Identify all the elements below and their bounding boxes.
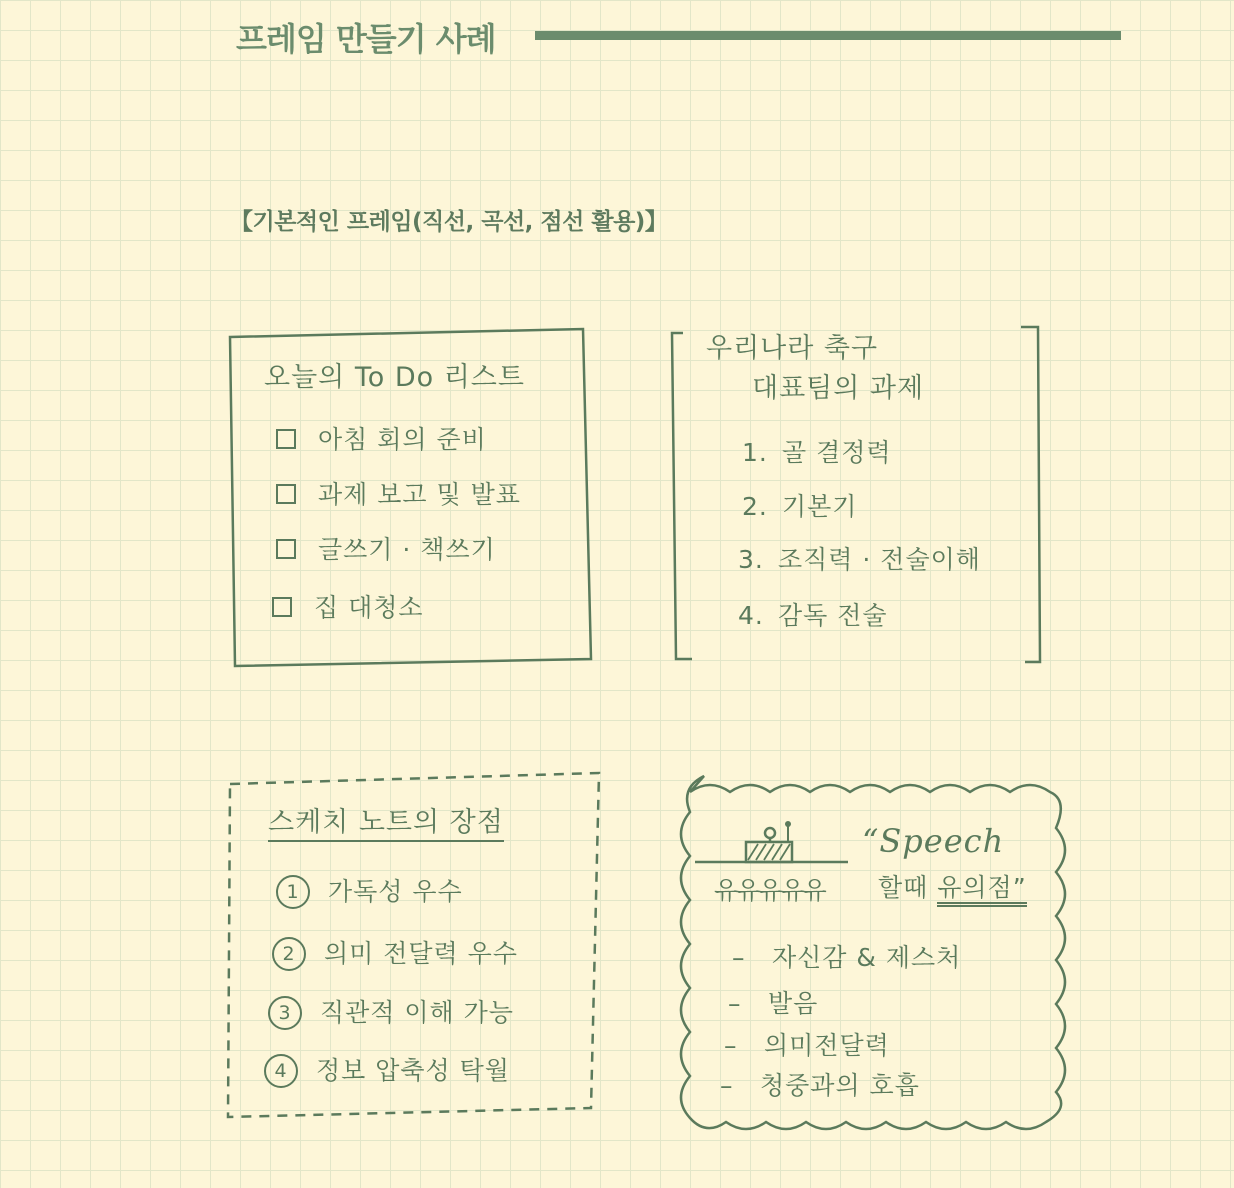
speech-item: – 자신감 & 제스처 [732,943,962,972]
todo-item: 글쓰기 · 책쓰기 [276,530,496,566]
sketch-item: 2 의미 전달력 우수 [272,934,518,971]
bracket-right [1021,327,1040,662]
speech-item: – 의미전달력 [724,1031,890,1060]
speech-item: – 발음 [728,989,819,1018]
speech-item: – 청중과의 호흡 [720,1071,920,1100]
sketch-title: 스케치 노트의 장점 [268,800,504,839]
circled-number: 3 [268,996,302,1030]
checkbox-icon [276,484,296,504]
sketch-item: 4 정보 압축성 탁월 [264,1051,510,1088]
checkbox-icon [276,429,296,449]
todo-title: 오늘의 To Do 리스트 [264,362,525,393]
soccer-title-line2: 대표팀의 과제 [752,373,925,404]
podium-icon [746,821,792,862]
circled-number: 1 [276,875,310,909]
todo-item: 아침 회의 준비 [276,420,487,456]
todo-item: 과제 보고 및 발표 [276,475,521,511]
checkbox-icon [276,539,296,559]
soccer-item: 1. 골 결정력 [742,438,892,467]
bracket-left [672,333,692,659]
todo-item: 집 대청소 [272,588,424,624]
sketch-item: 3 직관적 이해 가능 [268,993,514,1030]
checkbox-icon [272,597,292,617]
circled-number: 2 [272,937,306,971]
sketch-item: 1 가독성 우수 [276,872,463,909]
speech-caption: 할때 유의점” [878,868,1027,904]
soccer-item: 4. 감독 전술 [738,601,888,630]
soccer-item: 3. 조직력 · 전술이해 [738,545,981,574]
soccer-item: 2. 기본기 [742,492,858,521]
speech-quote: “Speech [862,822,1005,860]
circled-number: 4 [264,1054,298,1088]
page-title: 프레임 만들기 사례 [236,20,496,58]
audience-text: 유유유유유 [714,876,825,905]
soccer-title-line1: 우리나라 축구 [706,333,879,364]
section-subtitle: 【기본적인 프레임(직선, 곡선, 점선 활용)】 [230,209,668,235]
